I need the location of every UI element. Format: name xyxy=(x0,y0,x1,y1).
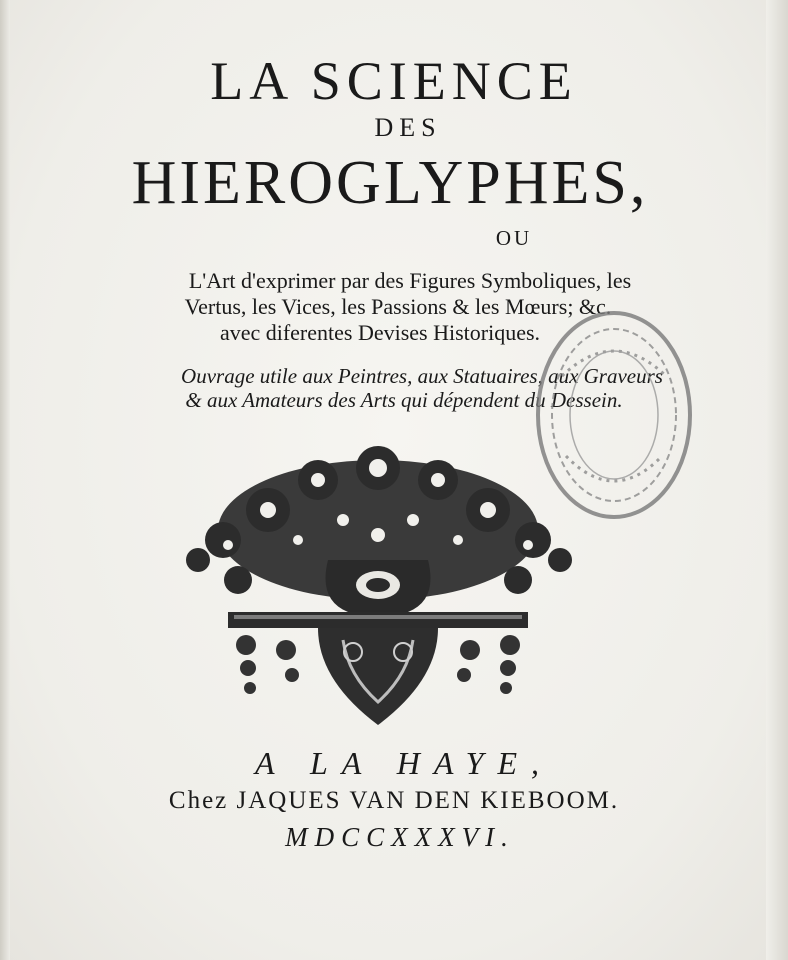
audience-line-2: & aux Amateurs des Arts qui dépendent du Dessein. xyxy=(185,388,623,412)
imprint-place: A LA HAYE, xyxy=(255,745,553,781)
description-line-3: avec diferentes Devises Historiques. xyxy=(219,320,541,345)
imprint-publisher: Chez JAQUES VAN DEN KIEBOOM. xyxy=(168,787,620,814)
description-line-1: L'Art d'exprimer par des Figures Symboliques, les xyxy=(188,268,632,293)
imprint-year: MDCCXXXVI. xyxy=(285,822,515,852)
page-left-edge xyxy=(0,0,10,960)
title-line-3: HIEROGLYPHES, xyxy=(131,149,649,217)
page-right-edge xyxy=(766,0,788,960)
description-line-2: Vertus, les Vices, les Passions & les Mœurs; &c. xyxy=(184,294,612,319)
title-line-2: DES xyxy=(374,113,442,142)
audience-line-1: Ouvrage utile aux Peintres, aux Statuaires, aux Graveurs xyxy=(181,364,663,388)
flower-vase-ornament-icon xyxy=(168,440,588,730)
title-line-1: LA SCIENCE xyxy=(210,51,578,111)
title-line-4: OU xyxy=(495,226,533,250)
